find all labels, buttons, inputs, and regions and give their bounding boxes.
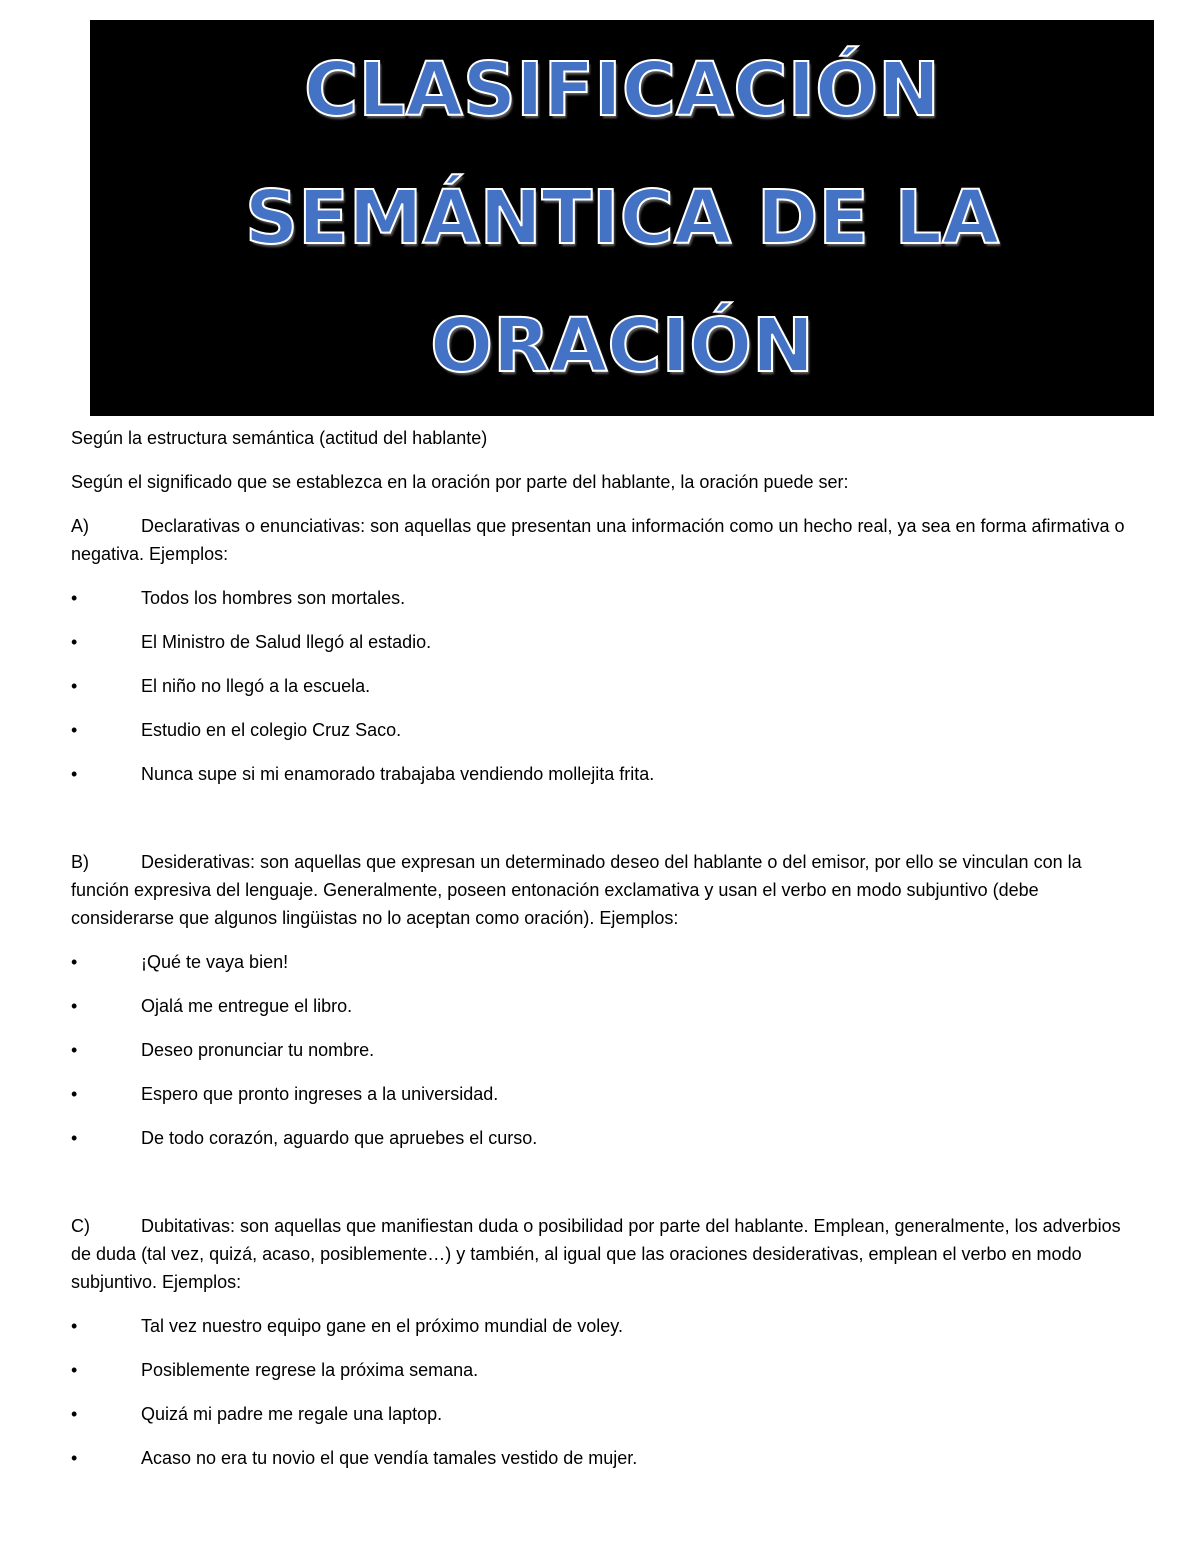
section-letter: B)	[71, 852, 89, 872]
bullet-icon: •	[71, 588, 78, 608]
example-text: De todo corazón, aguardo que apruebes el curso.	[141, 1128, 538, 1148]
list-item	[71, 1312, 1131, 1340]
bullet-icon: •	[71, 1316, 78, 1336]
bullet-icon: •	[71, 764, 78, 784]
title-line-1: CLASIFICACIÓN	[304, 47, 940, 133]
title-line-3: ORACIÓN	[430, 303, 814, 389]
list-item	[71, 716, 1131, 744]
spacer	[71, 1168, 1131, 1212]
list-item	[71, 1356, 1131, 1384]
section-c	[71, 1212, 1131, 1296]
example-text: El niño no llegó a la escuela.	[141, 676, 371, 696]
list-item	[71, 760, 1131, 788]
list-item	[71, 948, 1131, 976]
example-text: Estudio en el colegio Cruz Saco.	[141, 720, 402, 740]
section-b	[71, 848, 1131, 932]
bullet-icon: •	[71, 1404, 78, 1424]
bullet-icon: •	[71, 996, 78, 1016]
example-text: El Ministro de Salud llegó al estadio.	[141, 632, 432, 652]
title-banner	[90, 20, 1154, 416]
bullet-icon: •	[71, 1128, 78, 1148]
bullet-icon: •	[71, 1448, 78, 1468]
bullet-icon: •	[71, 952, 78, 972]
intro-heading: Según la estructura semántica (actitud del hablante)	[71, 428, 488, 448]
section-letter: C)	[71, 1216, 90, 1236]
section-text: Desiderativas: son aquellas que expresan un determinado deseo del hablante o del emisor, por ello se vinculan con la función expresiva del lenguaje. Generalmente, poseen entonación exclamativa y usan el verbo en modo subjuntivo (debe considerarse que algunos lingüistas no lo aceptan como oración). Ejemplos:	[71, 852, 1082, 928]
example-text: Ojalá me entregue el libro.	[141, 996, 353, 1016]
example-text: Espero que pronto ingreses a la universidad.	[141, 1084, 499, 1104]
list-item	[71, 1080, 1131, 1108]
example-text: ¡Qué te vaya bien!	[141, 952, 289, 972]
list-item	[71, 1036, 1131, 1064]
bullet-icon: •	[71, 632, 78, 652]
list-item	[71, 672, 1131, 700]
title-line-2: SEMÁNTICA DE LA	[244, 175, 1000, 261]
bullet-icon: •	[71, 1084, 78, 1104]
bullet-icon: •	[71, 1360, 78, 1380]
list-item	[71, 1124, 1131, 1152]
bullet-icon: •	[71, 720, 78, 740]
list-item	[71, 628, 1131, 656]
example-text: Tal vez nuestro equipo gane en el próximo mundial de voley.	[141, 1316, 623, 1336]
list-item	[71, 992, 1131, 1020]
example-text: Nunca supe si mi enamorado trabajaba vendiendo mollejita frita.	[141, 764, 655, 784]
spacer	[71, 804, 1131, 848]
bullet-icon: •	[71, 1040, 78, 1060]
example-text: Quizá mi padre me regale una laptop.	[141, 1404, 443, 1424]
section-a	[71, 512, 1131, 568]
list-item	[71, 1444, 1131, 1472]
example-text: Deseo pronunciar tu nombre.	[141, 1040, 375, 1060]
section-text: Dubitativas: son aquellas que manifiestan duda o posibilidad por parte del hablante. Emplean, generalmente, los adverbios de duda (tal vez, quizá, acaso, posiblemente…) y también, al igual que las oraciones desiderativas, emplean el verbo en modo subjuntivo. Ejemplos:	[71, 1216, 1121, 1292]
list-item	[71, 1400, 1131, 1428]
list-item	[71, 584, 1131, 612]
intro-text: Según el significado que se establezca en la oración por parte del hablante, la oración puede ser:	[71, 472, 849, 492]
example-text: Acaso no era tu novio el que vendía tamales vestido de mujer.	[141, 1448, 638, 1468]
example-text: Todos los hombres son mortales.	[141, 588, 406, 608]
section-letter: A)	[71, 516, 89, 536]
bullet-icon: •	[71, 676, 78, 696]
example-text: Posiblemente regrese la próxima semana.	[141, 1360, 479, 1380]
document-body	[71, 424, 1131, 1488]
section-text: Declarativas o enunciativas: son aquellas que presentan una información como un hecho real, ya sea en forma afirmativa o negativa. Ejemplos:	[71, 516, 1125, 564]
